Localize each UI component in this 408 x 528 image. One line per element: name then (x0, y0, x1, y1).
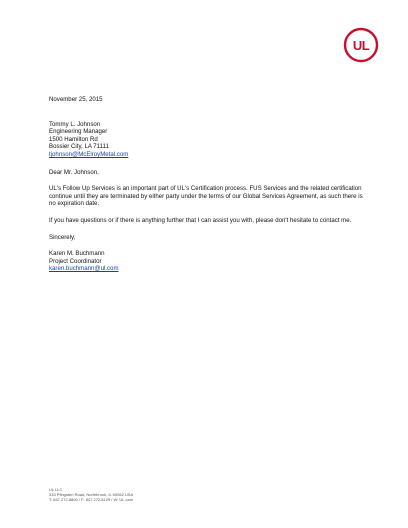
paragraph-contact: If you have questions or if there is anything further that I can assist you with, please don't hesitate to contact me. (49, 216, 352, 224)
recipient-city: Bossier City, LA 71111 (49, 143, 109, 151)
footer-address: 333 Pfingsten Road, Northbrook, IL 60062 USA (49, 492, 134, 498)
letter-date: November 25, 2015 (49, 96, 103, 103)
recipient-address (49, 121, 371, 159)
signer-name: Karen M. Buchmann (49, 250, 105, 258)
signer-title: Project Coordinator (49, 257, 102, 265)
signature-block (49, 250, 371, 273)
footer-contact: T: 847.272.8800 / F: 847.272.8129 / W: UL.com (49, 497, 134, 503)
salutation: Dear Mr. Johnson, (49, 168, 99, 176)
recipient-name: Tommy L. Johnson (49, 120, 101, 128)
recipient-street: 1500 Hamilton Rd (49, 135, 98, 143)
signer-email-link[interactable]: karen.buchmann@ul.com (49, 265, 119, 273)
recipient-title: Engineering Manager (49, 128, 108, 136)
paragraph-fus: UL's Follow Up Services is an important part of UL's Certification process. FUS Services and the related certification continue until they are terminated by either party under the terms of our Global Services Agreement, as such there is no expiration date. (49, 185, 363, 208)
letter-body (49, 96, 371, 273)
ul-logo-text: UL (352, 37, 370, 53)
ul-logo (343, 27, 379, 63)
closing: Sincerely, (49, 233, 76, 241)
letter-footer (49, 487, 209, 503)
recipient-email-link[interactable]: tjohnson@McElroyMetal.com (49, 150, 129, 158)
footer-company: UL LLC (49, 487, 63, 492)
